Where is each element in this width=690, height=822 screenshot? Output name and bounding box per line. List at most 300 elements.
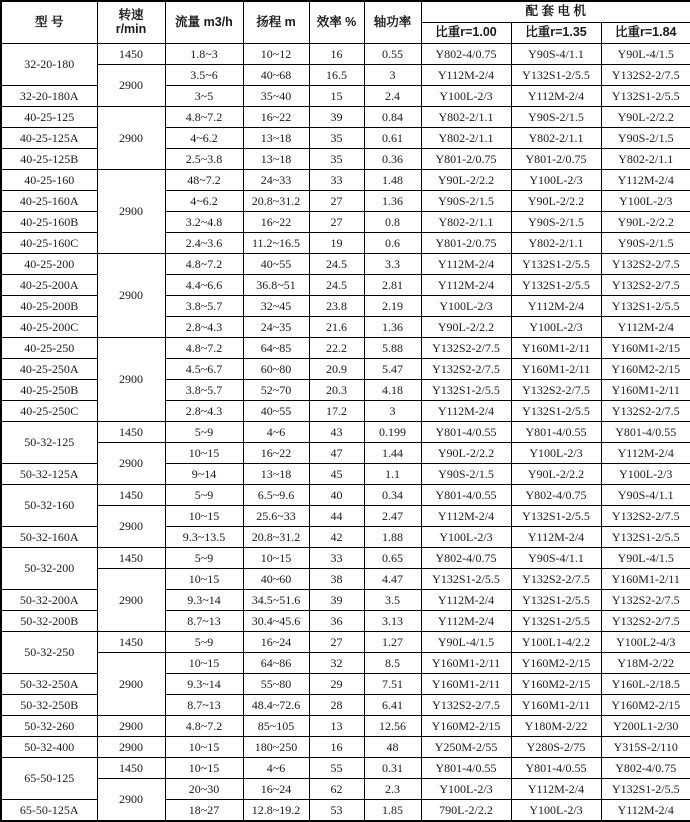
- head-cell: 30.4~45.6: [243, 611, 309, 632]
- power-cell: 2.19: [364, 296, 421, 317]
- model-cell: 50-32-200A: [1, 590, 97, 611]
- model-cell: 50-32-160A: [1, 527, 97, 548]
- head-cell: 20.8~31.2: [243, 191, 309, 212]
- table-row: [1, 653, 690, 674]
- flow-cell: 2.8~4.3: [165, 401, 243, 422]
- motor-sg100-cell: Y100L-2/3: [421, 86, 511, 107]
- power-cell: 3: [364, 65, 421, 86]
- header-efficiency: 效率 %: [309, 1, 364, 44]
- motor-sg100-cell: Y90L-4/1.5: [421, 632, 511, 653]
- speed-cell: 2900: [97, 65, 165, 107]
- speed-cell: 1450: [97, 422, 165, 443]
- table-row: [1, 548, 690, 569]
- motor-sg135-cell: Y802-2/1.1: [511, 128, 601, 149]
- efficiency-cell: 35: [309, 128, 364, 149]
- flow-cell: 10~15: [165, 443, 243, 464]
- flow-cell: 1.8~3: [165, 44, 243, 65]
- motor-sg184-cell: Y132S2-2/7.5: [601, 590, 690, 611]
- motor-sg184-cell: Y100L2-4/3: [601, 632, 690, 653]
- efficiency-cell: 28: [309, 695, 364, 716]
- motor-sg135-cell: Y160M2-2/15: [511, 674, 601, 695]
- motor-sg184-cell: Y90S-4/1.1: [601, 485, 690, 506]
- efficiency-cell: 39: [309, 590, 364, 611]
- efficiency-cell: 38: [309, 569, 364, 590]
- head-cell: 13~18: [243, 464, 309, 485]
- power-cell: 1.36: [364, 191, 421, 212]
- head-cell: 85~105: [243, 716, 309, 737]
- motor-sg135-cell: Y112M-2/4: [511, 527, 601, 548]
- efficiency-cell: 40: [309, 485, 364, 506]
- head-cell: 10~15: [243, 548, 309, 569]
- flow-cell: 10~15: [165, 569, 243, 590]
- model-cell: 50-32-200: [1, 548, 97, 590]
- motor-sg184-cell: Y100L-2/3: [601, 464, 690, 485]
- head-cell: 20.8~31.2: [243, 527, 309, 548]
- header-head: 扬程 m: [243, 1, 309, 44]
- efficiency-cell: 19: [309, 233, 364, 254]
- speed-cell: 1450: [97, 632, 165, 653]
- efficiency-cell: 15: [309, 86, 364, 107]
- motor-sg100-cell: Y250M-2/55: [421, 737, 511, 758]
- motor-sg135-cell: Y112M-2/4: [511, 779, 601, 800]
- header-motor-group: 配 套 电 机: [421, 1, 690, 23]
- model-cell: 50-32-125A: [1, 464, 97, 485]
- speed-cell: 2900: [97, 569, 165, 632]
- efficiency-cell: 16: [309, 44, 364, 65]
- model-cell: 32-20-180: [1, 44, 97, 86]
- model-cell: 50-32-250: [1, 632, 97, 674]
- power-cell: 7.51: [364, 674, 421, 695]
- efficiency-cell: 27: [309, 191, 364, 212]
- table-header: [1, 1, 690, 44]
- motor-sg100-cell: Y90S-2/1.5: [421, 464, 511, 485]
- model-cell: 50-32-250B: [1, 695, 97, 716]
- head-cell: 34.5~51.6: [243, 590, 309, 611]
- efficiency-cell: 27: [309, 212, 364, 233]
- table-row: [1, 44, 690, 65]
- motor-sg135-cell: Y132S1-2/5.5: [511, 506, 601, 527]
- flow-cell: 10~15: [165, 758, 243, 779]
- head-cell: 40~55: [243, 254, 309, 275]
- head-cell: 25.6~33: [243, 506, 309, 527]
- power-cell: 1.1: [364, 464, 421, 485]
- head-cell: 64~86: [243, 653, 309, 674]
- power-cell: 3.3: [364, 254, 421, 275]
- efficiency-cell: 20.9: [309, 359, 364, 380]
- motor-sg100-cell: Y112M-2/4: [421, 401, 511, 422]
- flow-cell: 4~6.2: [165, 128, 243, 149]
- table-row: [1, 107, 690, 128]
- power-cell: 1.44: [364, 443, 421, 464]
- header-speed-unit: r/min: [115, 21, 147, 36]
- head-cell: 40~55: [243, 401, 309, 422]
- motor-sg135-cell: Y132S1-2/5.5: [511, 65, 601, 86]
- model-cell: 40-25-200A: [1, 275, 97, 296]
- motor-sg135-cell: Y801-4/0.55: [511, 758, 601, 779]
- header-flow: 流量 m3/h: [165, 1, 243, 44]
- motor-sg135-cell: Y100L1-4/2.2: [511, 632, 601, 653]
- flow-cell: 2.8~4.3: [165, 317, 243, 338]
- motor-sg135-cell: Y180M-2/22: [511, 716, 601, 737]
- motor-sg100-cell: Y132S1-2/5.5: [421, 569, 511, 590]
- table-row: [1, 737, 690, 758]
- head-cell: 11.2~16.5: [243, 233, 309, 254]
- efficiency-cell: 24.5: [309, 254, 364, 275]
- motor-sg100-cell: Y132S2-2/7.5: [421, 359, 511, 380]
- power-cell: 1.88: [364, 527, 421, 548]
- head-cell: 16~22: [243, 443, 309, 464]
- motor-sg184-cell: Y132S1-2/5.5: [601, 296, 690, 317]
- model-cell: 40-25-200: [1, 254, 97, 275]
- motor-sg100-cell: Y112M-2/4: [421, 590, 511, 611]
- motor-sg184-cell: Y90S-2/1.5: [601, 128, 690, 149]
- power-cell: 3: [364, 401, 421, 422]
- efficiency-cell: 47: [309, 443, 364, 464]
- power-cell: 1.27: [364, 632, 421, 653]
- flow-cell: 2.4~3.6: [165, 233, 243, 254]
- motor-sg100-cell: Y100L-2/3: [421, 779, 511, 800]
- motor-sg135-cell: Y90L-2/2.2: [511, 191, 601, 212]
- flow-cell: 48~7.2: [165, 170, 243, 191]
- power-cell: 0.55: [364, 44, 421, 65]
- model-cell: 40-25-200B: [1, 296, 97, 317]
- motor-sg184-cell: Y90L-4/1.5: [601, 44, 690, 65]
- table-body: [1, 44, 690, 822]
- flow-cell: 5~9: [165, 548, 243, 569]
- header-model: 型 号: [1, 1, 97, 44]
- model-cell: 40-25-200C: [1, 317, 97, 338]
- efficiency-cell: 35: [309, 149, 364, 170]
- flow-cell: 9~14: [165, 464, 243, 485]
- model-cell: 50-32-160: [1, 485, 97, 527]
- speed-cell: 2900: [97, 737, 165, 758]
- head-cell: 60~80: [243, 359, 309, 380]
- header-sg-184: 比重r=1.84: [601, 23, 690, 44]
- motor-sg184-cell: Y112M-2/4: [601, 443, 690, 464]
- head-cell: 16~22: [243, 107, 309, 128]
- motor-sg184-cell: Y132S2-2/7.5: [601, 65, 690, 86]
- power-cell: 0.6: [364, 233, 421, 254]
- efficiency-cell: 42: [309, 527, 364, 548]
- header-speed: [97, 1, 165, 44]
- speed-cell: 1450: [97, 44, 165, 65]
- model-cell: 40-25-160B: [1, 212, 97, 233]
- table-row: [1, 632, 690, 653]
- motor-sg100-cell: Y100L-2/3: [421, 527, 511, 548]
- motor-sg100-cell: Y112M-2/4: [421, 275, 511, 296]
- motor-sg135-cell: Y90S-2/1.5: [511, 107, 601, 128]
- power-cell: 0.31: [364, 758, 421, 779]
- head-cell: 48.4~72.6: [243, 695, 309, 716]
- efficiency-cell: 23.8: [309, 296, 364, 317]
- motor-sg135-cell: Y132S1-2/5.5: [511, 401, 601, 422]
- power-cell: 0.34: [364, 485, 421, 506]
- motor-sg184-cell: Y160M1-2/11: [601, 569, 690, 590]
- motor-sg135-cell: Y160M1-2/11: [511, 695, 601, 716]
- power-cell: 0.84: [364, 107, 421, 128]
- motor-sg100-cell: Y132S2-2/7.5: [421, 338, 511, 359]
- motor-sg100-cell: Y160M1-2/11: [421, 674, 511, 695]
- motor-sg135-cell: Y100L-2/3: [511, 170, 601, 191]
- flow-cell: 3.2~4.8: [165, 212, 243, 233]
- motor-sg100-cell: Y90S-2/1.5: [421, 191, 511, 212]
- model-cell: 32-20-180A: [1, 86, 97, 107]
- flow-cell: 10~15: [165, 653, 243, 674]
- model-cell: 65-50-125: [1, 758, 97, 800]
- efficiency-cell: 20.3: [309, 380, 364, 401]
- table-row: [1, 758, 690, 779]
- efficiency-cell: 22.2: [309, 338, 364, 359]
- model-cell: 40-25-125A: [1, 128, 97, 149]
- motor-sg100-cell: Y802-2/1.1: [421, 128, 511, 149]
- motor-sg100-cell: Y132S1-2/5.5: [421, 380, 511, 401]
- motor-sg184-cell: Y200L1-2/30: [601, 716, 690, 737]
- motor-sg100-cell: Y90L-2/2.2: [421, 317, 511, 338]
- flow-cell: 4.4~6.6: [165, 275, 243, 296]
- model-cell: 40-25-250C: [1, 401, 97, 422]
- model-cell: 50-32-260: [1, 716, 97, 737]
- power-cell: 2.4: [364, 86, 421, 107]
- efficiency-cell: 45: [309, 464, 364, 485]
- motor-sg184-cell: Y100L-2/3: [601, 191, 690, 212]
- motor-sg184-cell: Y315S-2/110: [601, 737, 690, 758]
- motor-sg135-cell: Y160M2-2/15: [511, 653, 601, 674]
- power-cell: 5.47: [364, 359, 421, 380]
- efficiency-cell: 62: [309, 779, 364, 800]
- motor-sg100-cell: Y801-2/0.75: [421, 149, 511, 170]
- efficiency-cell: 32: [309, 653, 364, 674]
- motor-sg100-cell: Y112M-2/4: [421, 65, 511, 86]
- head-cell: 55~80: [243, 674, 309, 695]
- head-cell: 13~18: [243, 128, 309, 149]
- motor-sg100-cell: Y112M-2/4: [421, 506, 511, 527]
- motor-sg184-cell: Y132S1-2/5.5: [601, 527, 690, 548]
- header-speed-label: 转速: [118, 7, 144, 22]
- head-cell: 10~12: [243, 44, 309, 65]
- motor-sg135-cell: Y132S2-2/7.5: [511, 380, 601, 401]
- motor-sg135-cell: Y112M-2/4: [511, 86, 601, 107]
- power-cell: 8.5: [364, 653, 421, 674]
- model-cell: 40-25-250: [1, 338, 97, 359]
- efficiency-cell: 44: [309, 506, 364, 527]
- motor-sg184-cell: Y132S2-2/7.5: [601, 275, 690, 296]
- speed-cell: 1450: [97, 548, 165, 569]
- motor-sg184-cell: Y112M-2/4: [601, 170, 690, 191]
- motor-sg135-cell: Y112M-2/4: [511, 296, 601, 317]
- motor-sg184-cell: Y132S2-2/7.5: [601, 506, 690, 527]
- model-cell: 40-25-160: [1, 170, 97, 191]
- motor-sg100-cell: Y160M2-2/15: [421, 716, 511, 737]
- flow-cell: 4.8~7.2: [165, 716, 243, 737]
- table-row: [1, 422, 690, 443]
- efficiency-cell: 33: [309, 548, 364, 569]
- motor-sg184-cell: Y802-2/1.1: [601, 149, 690, 170]
- header-sg-100: 比重r=1.00: [421, 23, 511, 44]
- table-row: [1, 569, 690, 590]
- flow-cell: 3~5: [165, 86, 243, 107]
- motor-sg135-cell: Y802-2/1.1: [511, 233, 601, 254]
- motor-sg184-cell: Y132S2-2/7.5: [601, 611, 690, 632]
- header-shaft-power: 轴功率: [364, 1, 421, 44]
- power-cell: 2.3: [364, 779, 421, 800]
- motor-sg184-cell: Y132S1-2/5.5: [601, 86, 690, 107]
- flow-cell: 18~27: [165, 800, 243, 822]
- efficiency-cell: 21.6: [309, 317, 364, 338]
- flow-cell: 2.5~3.8: [165, 149, 243, 170]
- motor-sg135-cell: Y100L-2/3: [511, 443, 601, 464]
- motor-sg184-cell: Y112M-2/4: [601, 317, 690, 338]
- motor-sg100-cell: Y132S2-2/7.5: [421, 695, 511, 716]
- motor-sg135-cell: Y132S2-2/7.5: [511, 569, 601, 590]
- motor-sg135-cell: Y90S-2/1.5: [511, 212, 601, 233]
- speed-cell: 2900: [97, 716, 165, 737]
- table-row: [1, 170, 690, 191]
- efficiency-cell: 17.2: [309, 401, 364, 422]
- motor-sg100-cell: Y100L-2/3: [421, 296, 511, 317]
- motor-sg184-cell: Y18M-2/22: [601, 653, 690, 674]
- flow-cell: 4.8~7.2: [165, 107, 243, 128]
- power-cell: 0.36: [364, 149, 421, 170]
- power-cell: 3.5: [364, 590, 421, 611]
- efficiency-cell: 16.5: [309, 65, 364, 86]
- flow-cell: 4.8~7.2: [165, 254, 243, 275]
- head-cell: 13~18: [243, 149, 309, 170]
- motor-sg135-cell: Y280S-2/75: [511, 737, 601, 758]
- motor-sg100-cell: Y802-2/1.1: [421, 212, 511, 233]
- head-cell: 6.5~9.6: [243, 485, 309, 506]
- efficiency-cell: 53: [309, 800, 364, 822]
- motor-sg184-cell: Y90L-2/2.2: [601, 212, 690, 233]
- power-cell: 1.85: [364, 800, 421, 822]
- efficiency-cell: 36: [309, 611, 364, 632]
- head-cell: 180~250: [243, 737, 309, 758]
- efficiency-cell: 29: [309, 674, 364, 695]
- model-cell: 40-25-160C: [1, 233, 97, 254]
- motor-sg135-cell: Y160M1-2/11: [511, 359, 601, 380]
- table-row: [1, 443, 690, 464]
- motor-sg100-cell: Y801-2/0.75: [421, 233, 511, 254]
- flow-cell: 3.8~5.7: [165, 380, 243, 401]
- power-cell: 0.61: [364, 128, 421, 149]
- header-sg-135: 比重r=1.35: [511, 23, 601, 44]
- motor-sg184-cell: Y160M2-2/15: [601, 359, 690, 380]
- motor-sg100-cell: Y802-4/0.75: [421, 44, 511, 65]
- motor-sg100-cell: Y160M1-2/11: [421, 653, 511, 674]
- speed-cell: 2900: [97, 170, 165, 254]
- motor-sg184-cell: Y90S-2/1.5: [601, 233, 690, 254]
- motor-sg100-cell: Y801-4/0.55: [421, 758, 511, 779]
- table-row: [1, 506, 690, 527]
- efficiency-cell: 33: [309, 170, 364, 191]
- table-row: [1, 485, 690, 506]
- motor-sg100-cell: Y112M-2/4: [421, 254, 511, 275]
- motor-sg135-cell: Y801-2/0.75: [511, 149, 601, 170]
- model-cell: 65-50-125A: [1, 800, 97, 822]
- motor-sg184-cell: Y160L-2/18.5: [601, 674, 690, 695]
- speed-cell: 2900: [97, 779, 165, 822]
- head-cell: 24~33: [243, 170, 309, 191]
- power-cell: 0.8: [364, 212, 421, 233]
- table-row: [1, 338, 690, 359]
- efficiency-cell: 27: [309, 632, 364, 653]
- header-row-1: [1, 1, 690, 23]
- head-cell: 16~24: [243, 632, 309, 653]
- head-cell: 24~35: [243, 317, 309, 338]
- efficiency-cell: 55: [309, 758, 364, 779]
- motor-sg135-cell: Y132S1-2/5.5: [511, 254, 601, 275]
- efficiency-cell: 16: [309, 737, 364, 758]
- power-cell: 1.48: [364, 170, 421, 191]
- flow-cell: 8.7~13: [165, 611, 243, 632]
- efficiency-cell: 24.5: [309, 275, 364, 296]
- power-cell: 48: [364, 737, 421, 758]
- motor-sg184-cell: Y801-4/0.55: [601, 422, 690, 443]
- motor-sg135-cell: Y801-4/0.55: [511, 422, 601, 443]
- flow-cell: 4.8~7.2: [165, 338, 243, 359]
- motor-sg100-cell: Y801-4/0.55: [421, 485, 511, 506]
- efficiency-cell: 39: [309, 107, 364, 128]
- speed-cell: 2900: [97, 338, 165, 422]
- flow-cell: 5~9: [165, 422, 243, 443]
- flow-cell: 9.3~14: [165, 590, 243, 611]
- motor-sg100-cell: Y90L-2/2.2: [421, 443, 511, 464]
- table-row: [1, 65, 690, 86]
- flow-cell: 10~15: [165, 506, 243, 527]
- model-cell: 40-25-160A: [1, 191, 97, 212]
- model-cell: 40-25-125B: [1, 149, 97, 170]
- motor-sg184-cell: Y160M1-2/11: [601, 380, 690, 401]
- head-cell: 12.8~19.2: [243, 800, 309, 822]
- head-cell: 16~22: [243, 212, 309, 233]
- power-cell: 4.47: [364, 569, 421, 590]
- power-cell: 5.88: [364, 338, 421, 359]
- table-row: [1, 254, 690, 275]
- motor-sg135-cell: Y90S-4/1.1: [511, 548, 601, 569]
- motor-sg135-cell: Y100L-2/3: [511, 317, 601, 338]
- model-cell: 50-32-400: [1, 737, 97, 758]
- motor-sg184-cell: Y132S1-2/5.5: [601, 779, 690, 800]
- head-cell: 4~6: [243, 758, 309, 779]
- table-row: [1, 716, 690, 737]
- power-cell: 2.47: [364, 506, 421, 527]
- motor-sg135-cell: Y100L-2/3: [511, 800, 601, 822]
- head-cell: 52~70: [243, 380, 309, 401]
- power-cell: 0.65: [364, 548, 421, 569]
- motor-sg135-cell: Y90S-4/1.1: [511, 44, 601, 65]
- flow-cell: 4.5~6.7: [165, 359, 243, 380]
- head-cell: 35~40: [243, 86, 309, 107]
- motor-sg184-cell: Y132S2-2/7.5: [601, 401, 690, 422]
- model-cell: 40-25-125: [1, 107, 97, 128]
- power-cell: 6.41: [364, 695, 421, 716]
- motor-sg135-cell: Y132S1-2/5.5: [511, 590, 601, 611]
- head-cell: 36.8~51: [243, 275, 309, 296]
- flow-cell: 9.3~14: [165, 674, 243, 695]
- head-cell: 4~6: [243, 422, 309, 443]
- model-cell: 40-25-250A: [1, 359, 97, 380]
- motor-sg135-cell: Y802-4/0.75: [511, 485, 601, 506]
- speed-cell: 2900: [97, 653, 165, 716]
- head-cell: 40~60: [243, 569, 309, 590]
- speed-cell: 1450: [97, 758, 165, 779]
- speed-cell: 2900: [97, 443, 165, 485]
- head-cell: 40~68: [243, 65, 309, 86]
- motor-sg135-cell: Y90L-2/2.2: [511, 464, 601, 485]
- model-cell: 50-32-125: [1, 422, 97, 464]
- motor-sg184-cell: Y802-4/0.75: [601, 758, 690, 779]
- motor-sg184-cell: Y90L-2/2.2: [601, 107, 690, 128]
- head-cell: 32~45: [243, 296, 309, 317]
